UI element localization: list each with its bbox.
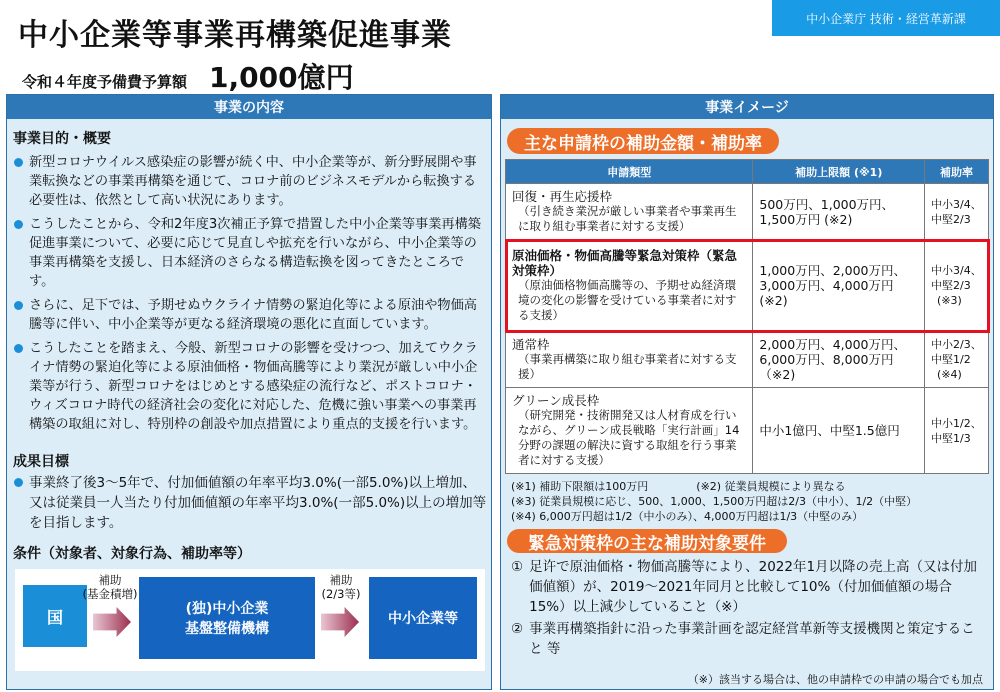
column-header: 補助上限額 (※1) bbox=[753, 160, 925, 184]
purpose-heading: 事業目的・概要 bbox=[13, 131, 111, 147]
note: (※3) 従業員規模に応じ、500、1,000、1,500万円超は2/3（中小）、1/2（中堅） bbox=[511, 495, 918, 508]
row-rate: 中小2/3、 中堅1/2 (※4) bbox=[925, 332, 989, 388]
requirement-item: ① 足许で原油価格・物価高騰等により、2022年1月以降の売上高（又は付加価値額）が、2019～2021年同月と比較して10%（付加価値額の場合15%）以上減少していること（※） bbox=[511, 559, 978, 615]
table-row bbox=[506, 332, 989, 388]
left-panel bbox=[6, 94, 492, 690]
arrow-right-icon bbox=[321, 607, 359, 637]
list-item: さらに、足下では、予期せぬウクライナ情勢の緊迫化等による原油や物価高騰等に伴い、中小企業等が更なる経済環境の悪化に直面しています。 bbox=[13, 296, 487, 334]
row-rate: 中小3/4、 中堅2/3 (※3) bbox=[925, 240, 989, 332]
row-name: 原油価格・物価高騰等緊急対策枠（緊急対策枠） bbox=[512, 248, 738, 278]
subsidy-table bbox=[505, 159, 989, 474]
table-title: 主な申請枠の補助金額・補助率 bbox=[507, 128, 779, 154]
budget-line bbox=[22, 56, 354, 96]
row-name: 回復・再生応援枠 bbox=[512, 189, 613, 204]
note: (※2) 従業員規模により異なる bbox=[696, 480, 846, 493]
budget-amount: 1,000億円 bbox=[209, 61, 354, 94]
column-header: 補助率 bbox=[925, 160, 989, 184]
right-panel-title: 事業イメージ bbox=[501, 95, 993, 119]
list-item: 新型コロナウイルス感染症の影響が続く中、中小企業等が、新分野展開や事業転換などの事業再構築を通じて、コロナ前のビジネスモデルから転換する必要性は、依然として高い状況にあります。 bbox=[13, 153, 487, 210]
table-row bbox=[506, 388, 989, 474]
arrow1-label: 補助 (基金積増) bbox=[82, 573, 138, 601]
requirements-title: 緊急対策枠の主な補助対象要件 bbox=[507, 529, 787, 553]
goal-heading: 成果目標 bbox=[13, 454, 69, 470]
note: (※4) 6,000万円超は1/2（中小のみ）、4,000万円超は1/3（中堅のみ） bbox=[511, 510, 864, 523]
sme-box: 中小企業等 bbox=[369, 577, 477, 659]
row-rate: 中小1/2、 中堅1/3 bbox=[925, 388, 989, 474]
row-desc: （事業再構築に取り組む事業者に対する支援） bbox=[518, 352, 737, 381]
row-desc: （引き続き業況が厳しい事業者や事業再生に取り組む事業者に対する支援） bbox=[518, 204, 737, 233]
table-row-highlighted bbox=[506, 240, 989, 332]
smrj-box: (独)中小企業 基盤整備機構 bbox=[139, 577, 315, 659]
goal-list bbox=[13, 473, 487, 538]
row-limit: 2,000万円、4,000万円、6,000万円、8,000万円 （※2) bbox=[753, 332, 925, 388]
row-limit: 中小1億円、中堅1.5億円 bbox=[753, 388, 925, 474]
row-name: 通常枠 bbox=[512, 337, 550, 352]
list-item: こうしたことから、令和2年度3次補正予算で措置した中小企業等事業再構築促進事業について、必要に応じて見直しや拡充を行いながら、中小企業等の事業再構築を支援し、日本経済のさらなる構造転換を図ってきたところです。 bbox=[13, 215, 487, 291]
row-rate: 中小3/4、 中堅2/3 bbox=[925, 184, 989, 240]
table-row bbox=[506, 184, 989, 240]
row-desc: （原油価格物価高騰等の、予期せぬ経済環境の変化の影響を受けている事業者に対する支援） bbox=[518, 278, 737, 322]
page-title: 中小企業等事業再構築促進事業 bbox=[18, 18, 452, 53]
agency-badge: 中小企業庁 技術・経営革新課 bbox=[772, 0, 1000, 36]
right-panel bbox=[500, 94, 994, 690]
left-panel-title: 事業の内容 bbox=[7, 95, 491, 119]
list-item: こうしたことを踏まえ、今般、新型コロナの影響を受けつつ、加えてウクライナ情勢の緊迫化等による原油価格・物価高騰等により業況が厳しい中小企業等が行う、新型コロナをはじめとする感染症の流行など、ポストコロナ・ウィズコロナ時代の経済社会の変化に対応した、危機に強い事業への事業再構築の取組に対し、特別枠の創設や加点措置により重点的支援を行います。 bbox=[13, 339, 487, 434]
row-name: グリーン成長枠 bbox=[512, 393, 600, 408]
budget-label: 令和４年度予備費予算額 bbox=[22, 73, 188, 91]
purpose-list bbox=[13, 153, 487, 439]
goal-item: 事業終了後3～5年で、付加価値額の年率平均3.0%(一部5.0%)以上増加、又は従業員一人当たり付加価値額の年率平均3.0%(一部5.0%)以上の増加等を目指します。 bbox=[13, 473, 487, 533]
column-header: 申請類型 bbox=[506, 160, 753, 184]
arrow-right-icon bbox=[93, 607, 131, 637]
country-box: 国 bbox=[23, 585, 87, 647]
table-header-row bbox=[506, 160, 989, 184]
footnote: （※）該当する場合は、他の申請枠での申請の場合でも加点 bbox=[687, 673, 983, 686]
conditions-heading: 条件（対象者、対象行為、補助率等） bbox=[13, 546, 251, 562]
row-limit: 1,000万円、2,000万円、3,000万円、4,000万円 (※2) bbox=[753, 240, 925, 332]
arrow2-label: 補助 (2/3等) bbox=[321, 573, 361, 601]
table-notes bbox=[511, 479, 917, 524]
row-limit: 500万円、1,000万円、1,500万円 (※2) bbox=[753, 184, 925, 240]
flow-diagram bbox=[15, 569, 485, 671]
row-desc: （研究開発・技術開発又は人材育成を行いながら、グリーン成長戦略「実行計画」14分野の課題の解決に資する取組を行う事業者に対する支援） bbox=[518, 408, 740, 467]
note: (※1) 補助下限額は100万円 bbox=[511, 480, 649, 493]
requirement-item: ② 事業再構築指針に沿った事業計画を認定経営革新等支援機関と策定すること 等 bbox=[511, 621, 975, 657]
